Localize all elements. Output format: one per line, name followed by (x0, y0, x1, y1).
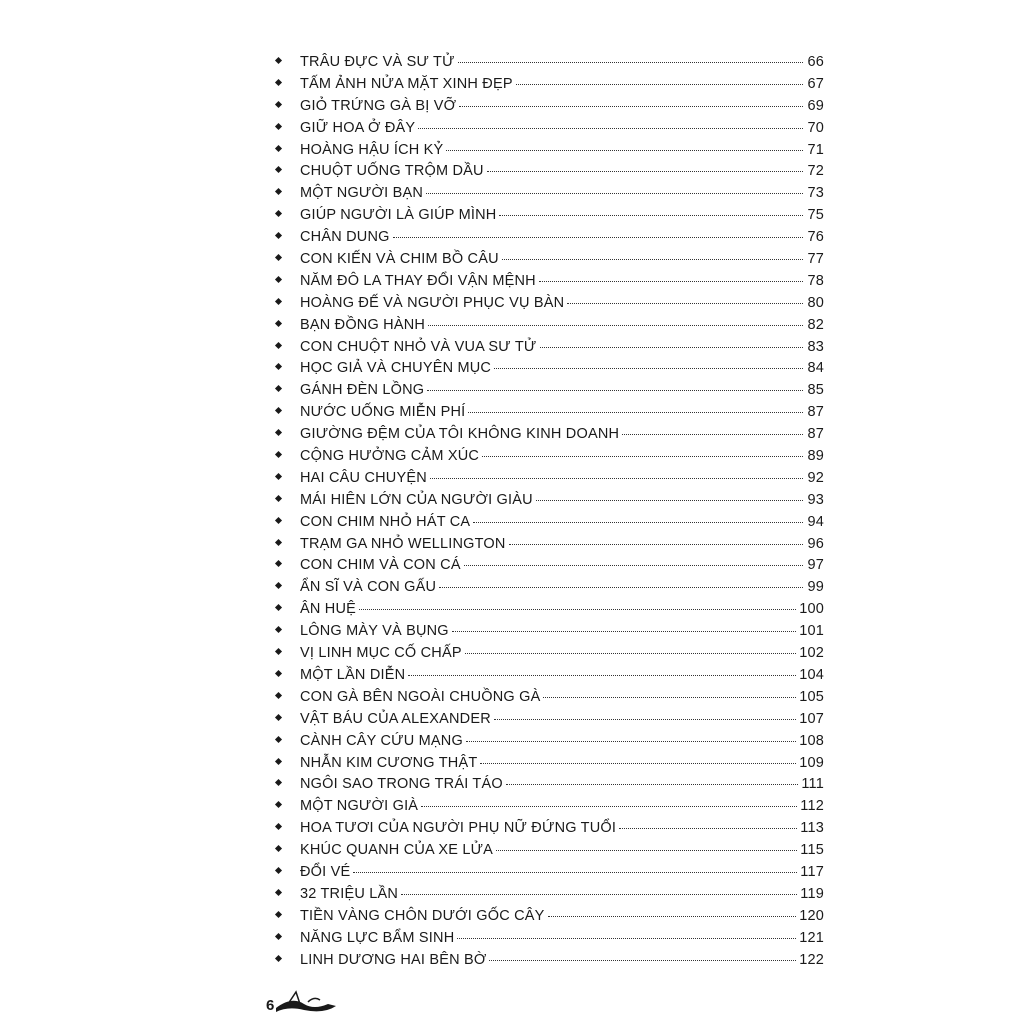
toc-entry-page: 66 (807, 54, 824, 70)
toc-entry-title: 32 TRIỆU LẦN (300, 885, 399, 902)
toc-entry (276, 76, 824, 98)
toc-entry-title: CHUỘT UỐNG TRỘM DẦU (300, 163, 484, 180)
toc-entry-page: 112 (800, 798, 824, 815)
diamond-bullet-icon (276, 146, 284, 151)
dot-leader (539, 281, 803, 282)
toc-entry (276, 776, 824, 798)
dot-leader (540, 347, 804, 348)
dot-leader (516, 84, 803, 85)
toc-entry (276, 382, 824, 404)
dot-leader (465, 653, 796, 654)
dot-leader (473, 522, 803, 523)
page-footer (266, 990, 338, 1014)
toc-entry-title: NĂNG LỰC BẨM SINH (300, 929, 455, 946)
diamond-bullet-icon (276, 167, 284, 172)
toc-entry-title: CỘNG HƯỞNG CẢM XÚC (300, 448, 480, 465)
toc-entry-page: 107 (799, 710, 824, 727)
toc-entry-page: 101 (799, 623, 824, 640)
dot-leader (428, 325, 803, 326)
diamond-bullet-icon (276, 956, 284, 961)
dot-leader (494, 719, 796, 720)
dot-leader (457, 938, 796, 939)
toc-entry-page: 104 (799, 666, 824, 683)
dot-leader (543, 697, 796, 698)
toc-entry-page: 70 (807, 119, 824, 136)
diamond-bullet-icon (276, 386, 284, 391)
toc-entry-page: 72 (807, 163, 824, 180)
toc-entry-title: HOA TƯƠI CỦA NGƯỜI PHỤ NỮ ĐỨNG TUỔI (300, 820, 617, 837)
toc-entry (276, 536, 824, 558)
toc-entry-title: MỘT NGƯỜI BẠN (300, 185, 424, 202)
diamond-bullet-icon (276, 189, 284, 194)
diamond-bullet-icon (276, 912, 284, 917)
toc-entry-page: 102 (799, 645, 824, 662)
toc-entry-title: CON KIẾN VÀ CHIM BỒ CÂU (300, 251, 499, 268)
page-number: 6 (266, 997, 275, 1014)
toc-entry (276, 360, 824, 382)
toc-entry (276, 733, 824, 755)
diamond-bullet-icon (276, 561, 284, 566)
diamond-bullet-icon (276, 605, 284, 610)
toc-entry-title: VẬT BÁU CỦA ALEXANDER (300, 710, 491, 727)
toc-entry-page: 87 (807, 404, 824, 421)
toc-entry-page: 80 (807, 294, 824, 311)
toc-entry-title: CHÂN DUNG (300, 229, 390, 246)
toc-entry (276, 229, 824, 251)
toc-entry (276, 492, 824, 514)
diamond-bullet-icon (276, 211, 284, 216)
toc-entry-title: CON CHUỘT NHỎ VÀ VUA SƯ TỬ (300, 338, 537, 355)
diamond-bullet-icon (276, 868, 284, 873)
diamond-bullet-icon (276, 452, 284, 457)
dot-leader (408, 675, 796, 676)
toc-entry-page: 120 (799, 907, 824, 924)
toc-entry (276, 557, 824, 579)
diamond-bullet-icon (276, 824, 284, 829)
toc-entry (276, 207, 824, 229)
toc-entry-title: LINH DƯƠNG HAI BÊN BỜ (300, 951, 487, 968)
diamond-bullet-icon (276, 759, 284, 764)
dot-leader (499, 215, 803, 216)
toc-entry-title: CON CHIM VÀ CON CÁ (300, 557, 461, 574)
toc-entry (276, 755, 824, 777)
diamond-bullet-icon (276, 890, 284, 895)
toc-entry (276, 54, 824, 76)
toc-entry (276, 514, 824, 536)
toc-entry-title: KHÚC QUANH CỦA XE LỬA (300, 842, 494, 859)
toc-entry-page: 89 (807, 448, 824, 465)
toc-entry-title: TẤM ẢNH NỬA MẶT XINH ĐẸP (300, 75, 513, 92)
toc-entry-page: 69 (807, 97, 824, 114)
diamond-bullet-icon (276, 649, 284, 654)
dot-leader (466, 741, 796, 742)
toc-entry (276, 820, 824, 842)
toc-entry (276, 251, 824, 273)
toc-entry (276, 711, 824, 733)
toc-entry (276, 908, 824, 930)
toc-entry-page: 87 (807, 426, 824, 443)
toc-entry-title: NHẪN KIM CƯƠNG THẬT (300, 754, 478, 771)
toc-entry (276, 98, 824, 120)
dot-leader (487, 171, 803, 172)
toc-entry (276, 470, 824, 492)
toc-entry-page: 111 (801, 776, 824, 793)
toc-entry-page: 76 (807, 229, 824, 246)
diamond-bullet-icon (276, 846, 284, 851)
dot-leader (426, 193, 803, 194)
diamond-bullet-icon (276, 80, 284, 85)
toc-entry (276, 952, 824, 974)
toc-entry (276, 667, 824, 689)
diamond-bullet-icon (276, 474, 284, 479)
toc-entry-title: ÂN HUỆ (300, 601, 356, 618)
toc-entry (276, 404, 824, 426)
toc-entry-page: 92 (807, 469, 824, 486)
toc-entry-page: 100 (799, 601, 824, 618)
toc-entry-title: LÔNG MÀY VÀ BỤNG (300, 623, 449, 640)
diamond-bullet-icon (276, 299, 284, 304)
boat-ornament-icon (274, 990, 338, 1014)
toc-entry (276, 142, 824, 164)
toc-entry-title: HAI CÂU CHUYỆN (300, 469, 427, 486)
toc-entry (276, 930, 824, 952)
toc-entry-title: HỌC GIẢ VÀ CHUYÊN MỤC (300, 360, 492, 377)
diamond-bullet-icon (276, 780, 284, 785)
toc-entry-title: TRÂU ĐỰC VÀ SƯ TỬ (300, 54, 455, 70)
dot-leader (480, 763, 796, 764)
toc-entry-page: 93 (807, 491, 824, 508)
diamond-bullet-icon (276, 737, 284, 742)
dot-leader (418, 128, 803, 129)
diamond-bullet-icon (276, 321, 284, 326)
toc-entry (276, 798, 824, 820)
toc-entry (276, 623, 824, 645)
dot-leader (567, 303, 803, 304)
dot-leader (494, 368, 803, 369)
toc-entry-title: ẨN SĨ VÀ CON GẤU (300, 579, 437, 596)
toc-entry-title: MỘT NGƯỜI GIÀ (300, 798, 419, 815)
dot-leader (452, 631, 796, 632)
toc-entry (276, 864, 824, 886)
toc-entry (276, 120, 824, 142)
toc-entry-title: GIÚP NGƯỜI LÀ GIÚP MÌNH (300, 207, 497, 224)
toc-entry-page: 117 (800, 863, 824, 880)
toc-entry-title: CON CHIM NHỎ HÁT CA (300, 513, 471, 530)
toc-entry-title: NĂM ĐÔ LA THAY ĐỔI VẬN MỆNH (300, 272, 536, 289)
dot-leader (536, 500, 803, 501)
toc-entry (276, 842, 824, 864)
toc-entry (276, 185, 824, 207)
toc-entry-page: 85 (807, 382, 824, 399)
toc-entry-page: 108 (799, 732, 824, 749)
table-of-contents (276, 54, 824, 973)
toc-entry-page: 94 (807, 513, 824, 530)
toc-entry (276, 317, 824, 339)
dot-leader (482, 456, 803, 457)
toc-entry-page: 84 (807, 360, 824, 377)
dot-leader (464, 565, 803, 566)
diamond-bullet-icon (276, 255, 284, 260)
dot-leader (506, 784, 799, 785)
diamond-bullet-icon (276, 715, 284, 720)
toc-entry (276, 579, 824, 601)
toc-entry-title: MÁI HIÊN LỚN CỦA NGƯỜI GIÀU (300, 491, 533, 508)
toc-entry (276, 689, 824, 711)
diamond-bullet-icon (276, 627, 284, 632)
dot-leader (446, 150, 803, 151)
diamond-bullet-icon (276, 233, 284, 238)
dot-leader (489, 960, 796, 961)
diamond-bullet-icon (276, 693, 284, 698)
toc-entry-title: NƯỚC UỐNG MIỄN PHÍ (300, 404, 466, 421)
toc-entry (276, 886, 824, 908)
toc-entry-title: TIỀN VÀNG CHÔN DƯỚI GỐC CÂY (300, 907, 545, 924)
dot-leader (622, 434, 803, 435)
toc-entry (276, 645, 824, 667)
diamond-bullet-icon (276, 583, 284, 588)
diamond-bullet-icon (276, 58, 284, 63)
diamond-bullet-icon (276, 430, 284, 435)
diamond-bullet-icon (276, 102, 284, 107)
dot-leader (430, 478, 803, 479)
dot-leader (459, 106, 803, 107)
diamond-bullet-icon (276, 934, 284, 939)
toc-entry-title: MỘT LẦN DIỄN (300, 666, 406, 683)
toc-entry-page: 73 (807, 185, 824, 202)
dot-leader (359, 609, 796, 610)
toc-entry-page: 105 (799, 688, 824, 705)
dot-leader (468, 412, 803, 413)
toc-entry (276, 295, 824, 317)
dot-leader (353, 872, 797, 873)
diamond-bullet-icon (276, 671, 284, 676)
toc-entry-title: CÀNH CÂY CỨU MẠNG (300, 732, 463, 749)
dot-leader (439, 587, 803, 588)
diamond-bullet-icon (276, 408, 284, 413)
dot-leader (509, 544, 803, 545)
toc-entry-page: 67 (807, 75, 824, 92)
toc-entry-title: BẠN ĐỒNG HÀNH (300, 316, 426, 333)
toc-entry (276, 426, 824, 448)
diamond-bullet-icon (276, 124, 284, 129)
diamond-bullet-icon (276, 540, 284, 545)
toc-entry-page: 122 (799, 951, 824, 968)
toc-entry-title: GIỎ TRỨNG GÀ BỊ VỠ (300, 97, 457, 114)
toc-entry-title: ĐỔI VÉ (300, 863, 351, 880)
dot-leader (502, 259, 803, 260)
toc-entry-page: 78 (807, 272, 824, 289)
toc-entry-page: 82 (807, 316, 824, 333)
toc-entry-page: 75 (807, 207, 824, 224)
diamond-bullet-icon (276, 277, 284, 282)
diamond-bullet-icon (276, 802, 284, 807)
dot-leader (401, 894, 797, 895)
toc-entry-title: HOÀNG ĐẾ VÀ NGƯỜI PHỤC VỤ BÀN (300, 294, 565, 311)
toc-entry (276, 339, 824, 361)
dot-leader (458, 62, 803, 63)
dot-leader (548, 916, 797, 917)
dot-leader (421, 806, 797, 807)
toc-entry-page: 71 (807, 141, 824, 158)
dot-leader (619, 828, 797, 829)
dot-leader (427, 390, 803, 391)
toc-entry (276, 601, 824, 623)
toc-entry-page: 115 (800, 842, 824, 859)
toc-entry-page: 119 (800, 885, 824, 902)
toc-entry-page: 99 (807, 579, 824, 596)
toc-entry-page: 113 (800, 820, 824, 837)
dot-leader (393, 237, 803, 238)
toc-entry-page: 83 (807, 338, 824, 355)
toc-entry-page: 77 (807, 251, 824, 268)
toc-entry-page: 109 (799, 754, 824, 771)
toc-entry (276, 448, 824, 470)
dot-leader (496, 850, 797, 851)
toc-entry-page: 121 (799, 929, 824, 946)
toc-entry-title: GIỮ HOA Ở ĐÂY (300, 119, 416, 136)
diamond-bullet-icon (276, 496, 284, 501)
diamond-bullet-icon (276, 343, 284, 348)
toc-entry (276, 273, 824, 295)
toc-entry-title: TRẠM GA NHỎ WELLINGTON (300, 535, 506, 552)
toc-entry-title: NGÔI SAO TRONG TRÁI TÁO (300, 776, 503, 793)
toc-entry-page: 97 (807, 557, 824, 574)
toc-entry-title: GÁNH ĐÈN LỒNG (300, 382, 425, 399)
toc-entry-title: VỊ LINH MỤC CỐ CHẤP (300, 645, 462, 662)
toc-entry-title: HOÀNG HẬU ÍCH KỶ (300, 141, 444, 158)
toc-entry-page: 96 (807, 535, 824, 552)
diamond-bullet-icon (276, 518, 284, 523)
toc-entry (276, 163, 824, 185)
toc-entry-title: GIƯỜNG ĐỆM CỦA TÔI KHÔNG KINH DOANH (300, 426, 620, 443)
toc-entry-title: CON GÀ BÊN NGOÀI CHUỒNG GÀ (300, 688, 541, 705)
diamond-bullet-icon (276, 364, 284, 369)
